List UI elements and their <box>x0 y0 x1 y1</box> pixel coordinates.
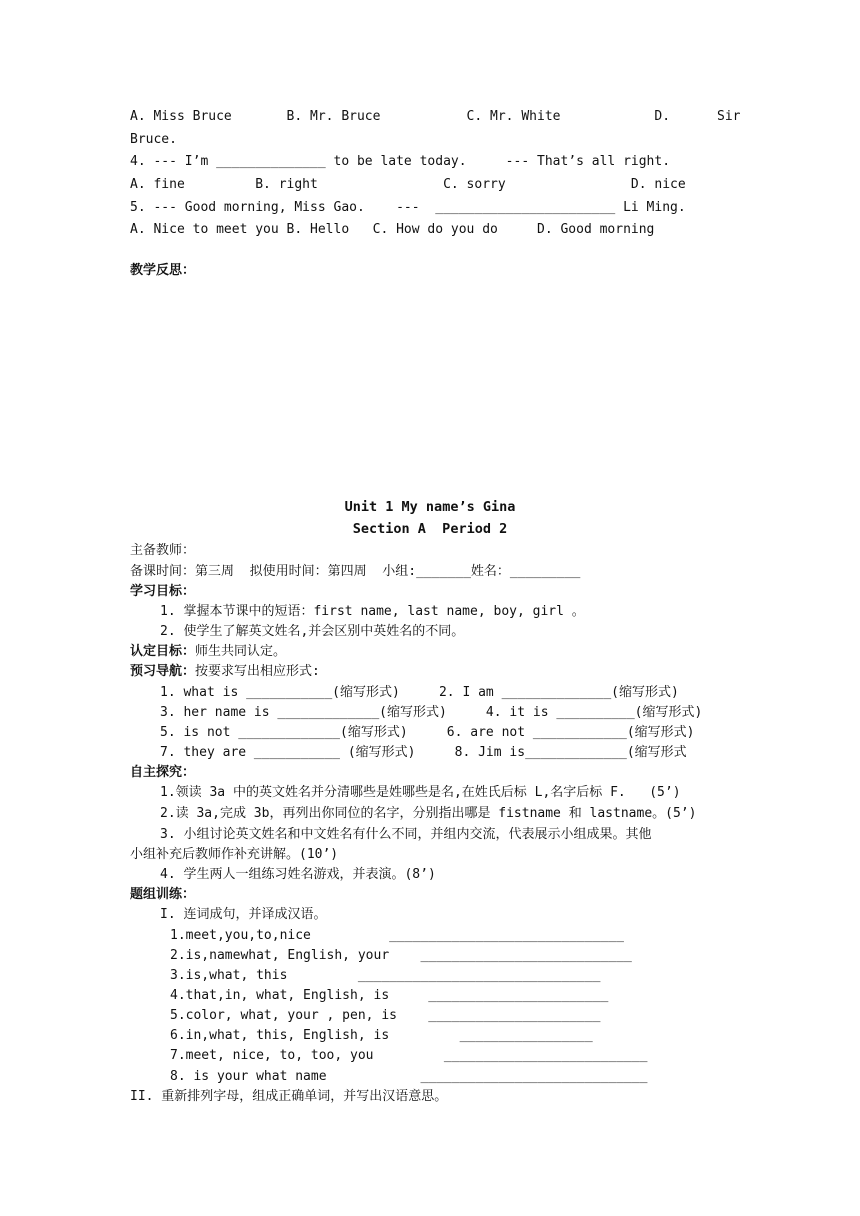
q4-stem: 4. --- I’m ______________ to be late today. --- That’s all right. <box>130 154 671 169</box>
part1-heading: I. 连词成句，并译成汉语。 <box>160 907 327 922</box>
preview-label: 预习导航： <box>130 664 196 679</box>
part1-item: 4.that,in, what, English, is _______________________ <box>170 988 609 1003</box>
part1-item: 2.is,namewhat, English, your ___________________________ <box>170 948 632 963</box>
preview-item: 5. is not _____________(缩写形式) 6. are not ____________(缩写形式) <box>160 725 695 740</box>
confirm-text: 师生共同认定。 <box>195 644 287 659</box>
confirm-row <box>130 643 286 661</box>
explore-item: 2.读 3a,完成 3b，再列出你同位的名字，分别指出哪是 fistname 和 lastname。(5’) <box>160 806 697 821</box>
explore-item: 4. 学生两人一组练习姓名游戏，并表演。(8’) <box>160 867 436 882</box>
explore-label: 自主探究： <box>130 765 196 780</box>
part1-item: 5.color, what, your , pen, is ______________________ <box>170 1008 601 1023</box>
part1-item: 1.meet,you,to,nice ______________________________ <box>170 928 624 943</box>
part1-item: 3.is,what, this _______________________________ <box>170 968 601 983</box>
part1-item: 6.in,what, this, English, is _________________ <box>170 1028 593 1043</box>
part2-heading: II. 重新排列字母，组成正确单词，并写出汉语意思。 <box>130 1089 448 1104</box>
q3-options-wrap: Bruce. <box>130 132 177 147</box>
preview-item: 7. they are ___________ (缩写形式) 8. Jim is_____________(缩写形式 <box>160 745 687 760</box>
practice-label: 题组训练： <box>130 887 196 902</box>
goal-item: 2. 使学生了解英文姓名,并会区别中英姓名的不同。 <box>160 624 465 639</box>
q4-options: A. fine B. right C. sorry D. nice <box>130 177 686 192</box>
preview-row <box>130 663 320 681</box>
preview-item: 3. her name is _____________(缩写形式) 4. it is __________(缩写形式) <box>160 705 703 720</box>
lesson-title: Unit 1 My name’s Gina <box>344 499 516 515</box>
part1-item: 8. is your what name _____________________________ <box>170 1069 648 1084</box>
part1-item: 7.meet, nice, to, too, you __________________________ <box>170 1048 648 1063</box>
q5-options: A. Nice to meet you B. Hello C. How do you do D. Good morning <box>130 222 655 237</box>
goals-label: 学习目标： <box>130 584 196 599</box>
lead-teacher: 主备教师： <box>130 543 196 558</box>
explore-item: 1.领读 3a 中的英文姓名并分清哪些是姓哪些是名,在姓氏后标 L,名字后标 F. (5’) <box>160 785 681 800</box>
reflection-label: 教学反思： <box>130 263 196 278</box>
q5-stem: 5. --- Good morning, Miss Gao. --- _______________________ Li Ming. <box>130 200 686 215</box>
explore-item: 3. 小组讨论英文姓名和中文姓名有什么不同，并组内交流，代表展示小组成果。其他 <box>160 827 652 842</box>
explore-item-wrap: 小组补充后教师作补充讲解。(10’) <box>130 847 339 862</box>
goal-item: 1. 掌握本节课中的短语：first name, last name, boy, girl 。 <box>160 604 585 619</box>
preview-item: 1. what is ___________(缩写形式) 2. I am ______________(缩写形式) <box>160 685 679 700</box>
lesson-subtitle: Section A Period 2 <box>352 521 508 537</box>
preview-text: 按要求写出相应形式: <box>195 664 320 679</box>
q3-options: A. Miss Bruce B. Mr. Bruce C. Mr. White D. Sir <box>130 109 741 124</box>
confirm-label: 认定目标： <box>130 644 196 659</box>
schedule-line: 备课时间：第三周 拟使用时间：第四周 小组:_______姓名：_________ <box>130 564 581 579</box>
